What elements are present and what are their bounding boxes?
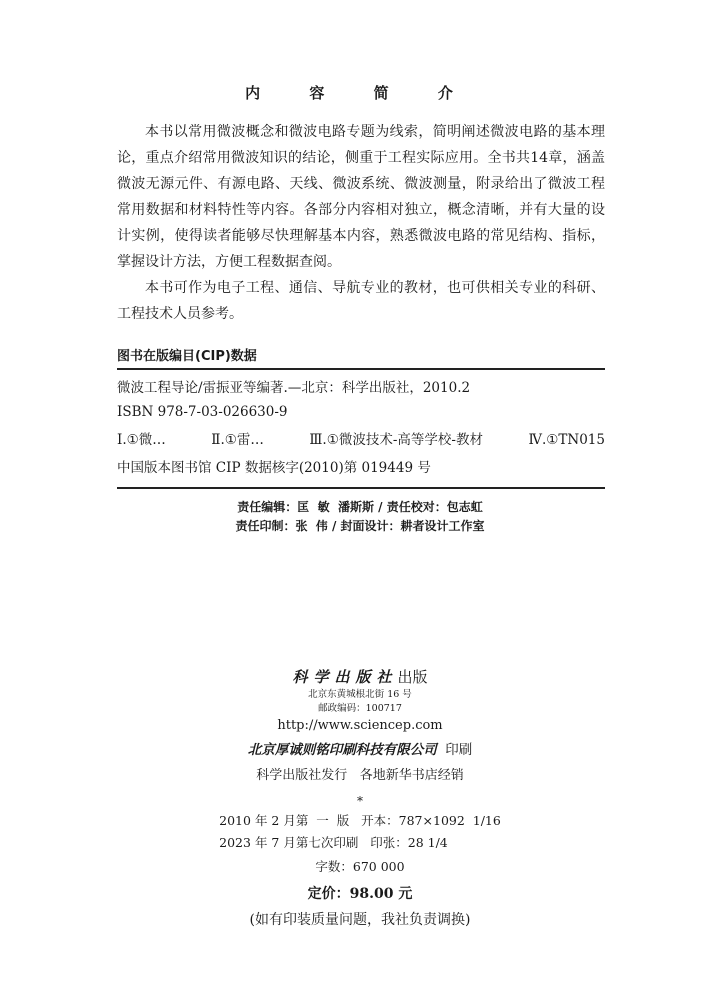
cip-class-3: Ⅲ.①微波技术-高等学校-教材: [309, 432, 483, 448]
cip-catalog-number: 中国版本图书馆 CIP 数据核字(2010)第 019449 号: [117, 460, 431, 476]
cip-bottom-rule: [117, 487, 605, 489]
cip-class-4: Ⅳ.①TN015: [528, 432, 605, 448]
price: 定价：98.00 元: [307, 886, 413, 902]
separator-star: *: [357, 794, 363, 808]
cip-classifications: [117, 428, 605, 452]
cip-top-rule: [117, 368, 605, 370]
cip-class-1: Ⅰ.①微…: [117, 432, 166, 448]
edition-lines: [219, 810, 501, 854]
edition-block: [0, 810, 720, 854]
publisher-website: http://www.sciencep.com: [277, 718, 443, 733]
cip-citation: 微波工程导论/雷振亚等编著.—北京：科学出版社，2010.2: [117, 380, 471, 396]
cip-isbn: ISBN 978-7-03-026630-9: [117, 404, 288, 420]
summary-text: [117, 119, 605, 327]
credits-production: 责任印制：张 伟 / 封面设计：耕者设计工作室: [235, 519, 485, 533]
credits-editors: 责任编辑：匡 敏 潘斯斯 / 责任校对：包志虹: [237, 500, 483, 514]
publisher-postcode: 邮政编码：100717: [318, 703, 402, 714]
word-count: 字数：670 000: [315, 859, 405, 874]
printer-print-word: 印刷: [445, 742, 473, 758]
summary-paragraph-2: 本书可作为电子工程、通信、导航专业的教材，也可供相关专业的科研、工程技术人员参考。: [117, 280, 605, 322]
summary-paragraph-1: 本书以常用微波概念和微波电路专题为线索，简明阐述微波电路的基本理论，重点介绍常用微波知识的结论，侧重于工程实际应用。全书共14章，涵盖微波无源元件、有源电路、天线、微波系统、微波测量，附录给出了微波工程常用数据和材料特性等内容。各部分内容相对独立，概念清晰，并有大量的设计实例，使得读者能够尽快理解基本内容，熟悉微波电路的常见结构、指标，掌握设计方法，方便工程数据查阅。: [117, 124, 605, 270]
distribution-line: 科学出版社发行 各地新华书店经销: [256, 768, 464, 783]
cip-heading: 图书在版编目(CIP)数据: [117, 349, 257, 364]
impression-line: 2023 年 7 月第七次印刷 印张：28 1/4: [219, 835, 448, 850]
cip-class-2: Ⅱ.①雷…: [211, 432, 264, 448]
publisher-address: 北京东黄城根北街 16 号: [308, 689, 412, 700]
publisher-name: 科学出版社: [292, 668, 398, 686]
credits: [0, 498, 720, 536]
publisher-line: [0, 666, 720, 688]
quality-notice: (如有印装质量问题，我社负责调换): [249, 912, 471, 928]
publisher-block: [0, 666, 720, 932]
printer-name: 北京厚诚则铭印刷科技有限公司: [247, 742, 437, 758]
summary-title: 内 容 简 介: [245, 84, 475, 102]
cip-block: [117, 376, 605, 480]
publisher-publish-word: 出版: [397, 668, 428, 686]
edition-line: 2010 年 2 月第 一 版 开本：787×1092 1/16: [219, 813, 501, 828]
printer-line: [0, 738, 720, 762]
